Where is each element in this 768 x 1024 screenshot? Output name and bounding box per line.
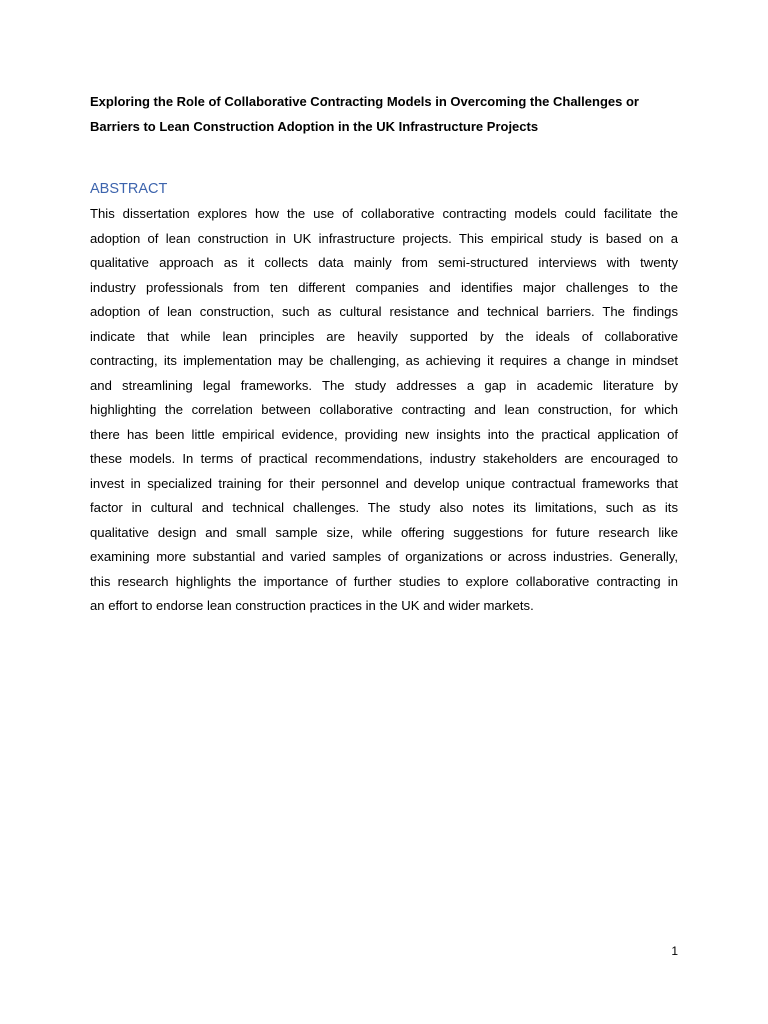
title-line-2: Barriers to Lean Construction Adoption in the UK Infrastructure Projects bbox=[90, 119, 539, 134]
abstract-heading: ABSTRACT bbox=[90, 181, 168, 197]
abstract-line: there has been little empirical evidence, providing new insights into the practical application of bbox=[90, 426, 678, 442]
abstract-line: these models. In terms of practical recommendations, industry stakeholders are encouraged to bbox=[90, 451, 678, 466]
abstract-line: This dissertation explores how the use of collaborative contracting models could facilitate the bbox=[90, 206, 678, 221]
abstract-line: examining more substantial and varied samples of organizations or across industries. Generally, bbox=[90, 549, 678, 564]
page-number: 1 bbox=[671, 944, 678, 958]
document-title bbox=[90, 89, 680, 139]
abstract-line: contracting, its implementation may be challenging, as achieving it requires a change in mindset bbox=[90, 353, 678, 368]
abstract-line: adoption of lean construction, such as cultural resistance and technical barriers. The findings bbox=[90, 304, 678, 319]
abstract-line: this research highlights the importance of further studies to explore collaborative contracting in bbox=[90, 573, 678, 589]
abstract-line: an effort to endorse lean construction practices in the UK and wider markets. bbox=[90, 598, 534, 613]
abstract-line: qualitative design and small sample size, while offering suggestions for future research like bbox=[90, 524, 678, 540]
title-line-1: Exploring the Role of Collaborative Contracting Models in Overcoming the Challenges or bbox=[90, 94, 639, 109]
abstract-line: factor in cultural and technical challenges. The study also notes its limitations, such as its bbox=[90, 500, 678, 515]
abstract-line: qualitative approach as it collects data mainly from semi-structured interviews with twenty bbox=[90, 255, 678, 270]
abstract-line: adoption of lean construction in UK infrastructure projects. This empirical study is based on a bbox=[90, 230, 678, 246]
abstract-line: and streamlining legal frameworks. The study addresses a gap in academic literature by bbox=[90, 377, 678, 393]
abstract-line: industry professionals from ten different companies and identifies major challenges to the bbox=[90, 279, 678, 295]
abstract-body bbox=[90, 202, 678, 619]
abstract-line: invest in specialized training for their personnel and develop unique contractual frameworks that bbox=[90, 475, 678, 491]
abstract-line: indicate that while lean principles are heavily supported by the ideals of collaborative bbox=[90, 328, 678, 344]
abstract-line: highlighting the correlation between collaborative contracting and lean construction, for which bbox=[90, 402, 678, 417]
